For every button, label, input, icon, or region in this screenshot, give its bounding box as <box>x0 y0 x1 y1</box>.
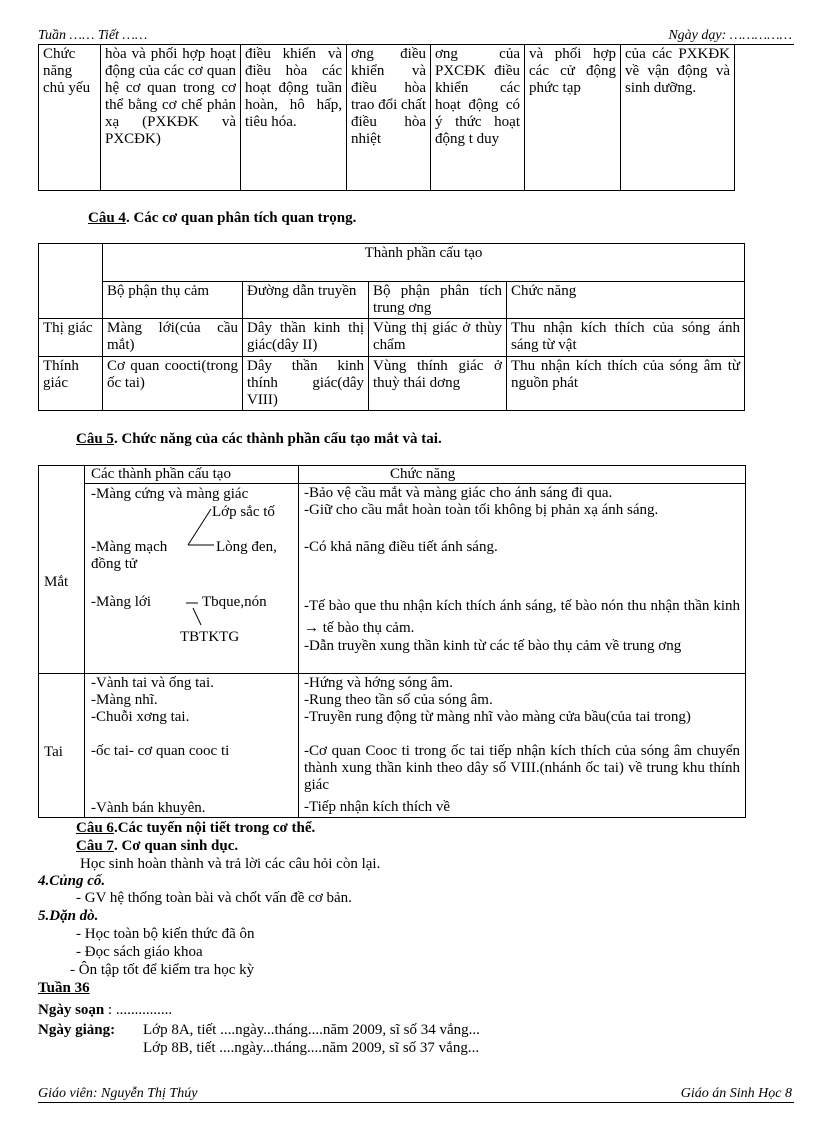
cell-vision-receptor: Màng lới(của cầu mắt) <box>103 319 243 357</box>
eye-function-2: -Giữ cho cầu mắt hoàn toàn tối không bị phản xạ ánh sáng. <box>304 502 659 518</box>
row-name-hearing: Thính giác <box>39 357 103 411</box>
eye-function-4a: -Tế bào que thu nhận kích thích ánh sáng, tế bào nón thu nhận thần kinh <box>304 598 740 614</box>
table-eye-ear <box>38 465 746 818</box>
table1-cell-4: ơng của PXCĐK điều khiển các hoạt động có ý thức hoạt động t duy <box>431 45 525 191</box>
class-8b-line: Lớp 8B, tiết ....ngày...tháng....năm 2009, sĩ số 37 vắng... <box>143 1040 480 1056</box>
cau6-heading <box>76 820 315 837</box>
cell-hearing-function: Thu nhận kích thích của sóng âm từ nguồn phát <box>507 357 745 411</box>
cell-hearing-central: Vùng thính giác ở thuỳ thái dơng <box>369 357 507 411</box>
section-5-item-1: - Học toàn bộ kiến thức đã ôn <box>76 926 255 942</box>
eye-part-2c: Lòng đen, <box>216 539 277 555</box>
table1-cell-3: ơng điều khiển và điều hòa trao đổi chất điều hòa nhiệt <box>347 45 431 191</box>
week-36-heading <box>38 980 90 997</box>
cell-hearing-pathway: Dây thần kinh thính giác(dây VIII) <box>243 357 369 411</box>
section-4-heading: 4.Củng cố. <box>38 873 106 889</box>
cell-vision-central: Vùng thị giác ở thùy chẩm <box>369 319 507 357</box>
eye-part-2a: Lớp sắc tố <box>212 504 275 520</box>
section-5-item-2: - Đọc sách giáo khoa <box>76 944 203 960</box>
ear-part-4: -ốc tai- cơ quan cooc ti <box>91 743 230 759</box>
footer-teacher: Giáo viên: Nguyễn Thị Thúy <box>38 1086 198 1101</box>
arrow-right-icon: → <box>304 620 319 636</box>
col-header-function: Chức năng <box>390 466 456 482</box>
table-analyzers-corner <box>39 244 103 319</box>
eye-label: Mắt <box>44 574 69 590</box>
cau6-title: .Các tuyến nội tiết trong cơ thể. <box>113 820 316 836</box>
prep-date-line <box>38 1002 172 1019</box>
group-header-structure: Thành phần cấu tạo <box>103 244 745 282</box>
instruction-line: Học sinh hoàn thành và trả lời các câu hỏi còn lại. <box>80 856 381 872</box>
cau6-number: Câu 6 <box>76 820 114 836</box>
ear-part-2: -Màng nhĩ. <box>91 692 158 708</box>
page-footer <box>38 1086 794 1103</box>
class-8a-line: Lớp 8A, tiết ....ngày...tháng....năm 2009, sĩ số 34 vắng... <box>143 1022 480 1038</box>
table-functions-continued <box>38 44 735 191</box>
eye-function-4 <box>304 595 740 639</box>
divider-v2 <box>298 465 299 818</box>
cell-vision-function: Thu nhận kích thích của sóng ánh sáng từ vật <box>507 319 745 357</box>
connector-pigment <box>188 509 211 545</box>
cau4-number: Câu 4 <box>88 210 126 226</box>
eye-function-1: -Bảo vệ cầu mắt và màng giác cho ánh sáng đi qua. <box>304 485 613 501</box>
table1-cell-1: hòa và phối hợp hoạt động của các cơ quan hệ cơ quan trong cơ thể bằng cơ chế phản xạ (PXKĐK và PXCĐK) <box>101 45 241 191</box>
col-central: Bộ phận phân tích trung ơng <box>369 282 507 319</box>
eye-part-1: -Màng cứng và màng giác <box>91 486 249 502</box>
cau4-title: . Các cơ quan phân tích quan trọng. <box>125 210 357 226</box>
eye-function-5: -Dẫn truyền xung thần kinh từ các tế bào thụ cảm về trung ơng <box>304 638 682 654</box>
week-36-label: Tuần 36 <box>38 980 90 996</box>
row-name-vision: Thị giác <box>39 319 103 357</box>
cell-vision-pathway: Dây thần kinh thị giác(dây II) <box>243 319 369 357</box>
section-5-heading: 5.Dặn dò. <box>38 908 99 924</box>
footer-course: Giáo án Sinh Học 8 <box>680 1086 792 1101</box>
ear-part-1: -Vành tai và ống tai. <box>91 675 214 691</box>
row-label-main-function: Chức năng chủ yếu <box>39 45 101 191</box>
col-pathway: Đường dẫn truyền <box>243 282 369 319</box>
ear-part-5: -Vành bán khuyên. <box>91 800 206 816</box>
page-header <box>38 28 794 45</box>
ear-function-4: -Cơ quan Cooc ti trong ốc tai tiếp nhận kích thích của sóng âm chuyển thành xung thần kinh theo dây số VIII.(nhánh ốc tai) về trung khu thính giác <box>304 743 740 793</box>
header-teaching-date: Ngày dạy: …………… <box>668 28 792 43</box>
ear-part-3: -Chuỗi xơng tai. <box>91 709 190 725</box>
ear-function-2: -Rung theo tần số của sóng âm. <box>304 692 493 708</box>
eye-function-3: -Có khả năng điều tiết ánh sáng. <box>304 539 498 555</box>
divider-h-eye-ear <box>38 673 745 674</box>
prep-date-value: : ............... <box>108 1002 173 1018</box>
eye-part-3b: Tbque,nón <box>202 594 267 610</box>
divider-h-header <box>84 483 745 484</box>
cau7-number: Câu 7 <box>76 838 114 854</box>
eye-part-2d: đồng tử <box>91 556 138 572</box>
ear-function-5: -Tiếp nhận kích thích về <box>304 799 451 815</box>
eye-part-3c: TBTKTG <box>180 629 240 645</box>
teach-date-label: Ngày giảng: <box>38 1022 116 1038</box>
divider-v1 <box>84 465 85 818</box>
ear-function-3: -Truyền rung động từ màng nhĩ vào màng cửa bầu(của tai trong) <box>304 709 691 725</box>
table1-cell-5: và phối hợp các cử động phức tạp <box>525 45 621 191</box>
eye-connector-lines <box>168 501 288 661</box>
eye-function-4b: tế bào thụ cảm. <box>322 620 415 636</box>
connector-retina-down <box>193 608 201 625</box>
eye-part-2b: -Màng mạch <box>91 539 168 555</box>
ear-label: Tai <box>44 744 63 760</box>
cau4-heading <box>88 210 356 227</box>
header-week-lesson: Tuần …… Tiết …… <box>38 28 148 43</box>
table1-cell-2: điều khiển và điều hòa các hoạt động tuần hoàn, hô hấp, tiêu hóa. <box>241 45 347 191</box>
table-analyzers <box>38 243 745 411</box>
eye-part-3a: -Màng lới <box>91 594 152 610</box>
col-receptor: Bộ phận thụ cảm <box>103 282 243 319</box>
table1-cell-6: của các PXKĐK về vận động và sinh dưỡng. <box>621 45 735 191</box>
col-function: Chức năng <box>507 282 745 319</box>
cau5-number: Câu 5 <box>76 431 114 447</box>
cau7-heading <box>76 838 238 855</box>
cau5-title: . Chức năng của các thành phần cấu tạo mắt và tai. <box>113 431 442 447</box>
section-4-item-1: - GV hệ thống toàn bài và chốt vấn đề cơ bản. <box>76 890 352 906</box>
cau7-title: . Cơ quan sinh dục. <box>113 838 239 854</box>
section-5-item-3: - Ôn tập tốt để kiểm tra học kỳ <box>70 962 255 978</box>
ear-function-1: -Hứng và hớng sóng âm. <box>304 675 453 691</box>
cell-hearing-receptor: Cơ quan coocti(trong ốc tai) <box>103 357 243 411</box>
prep-date-label: Ngày soạn <box>38 1002 105 1018</box>
cau5-heading <box>76 431 442 448</box>
col-header-parts: Các thành phần cấu tạo <box>91 466 231 482</box>
